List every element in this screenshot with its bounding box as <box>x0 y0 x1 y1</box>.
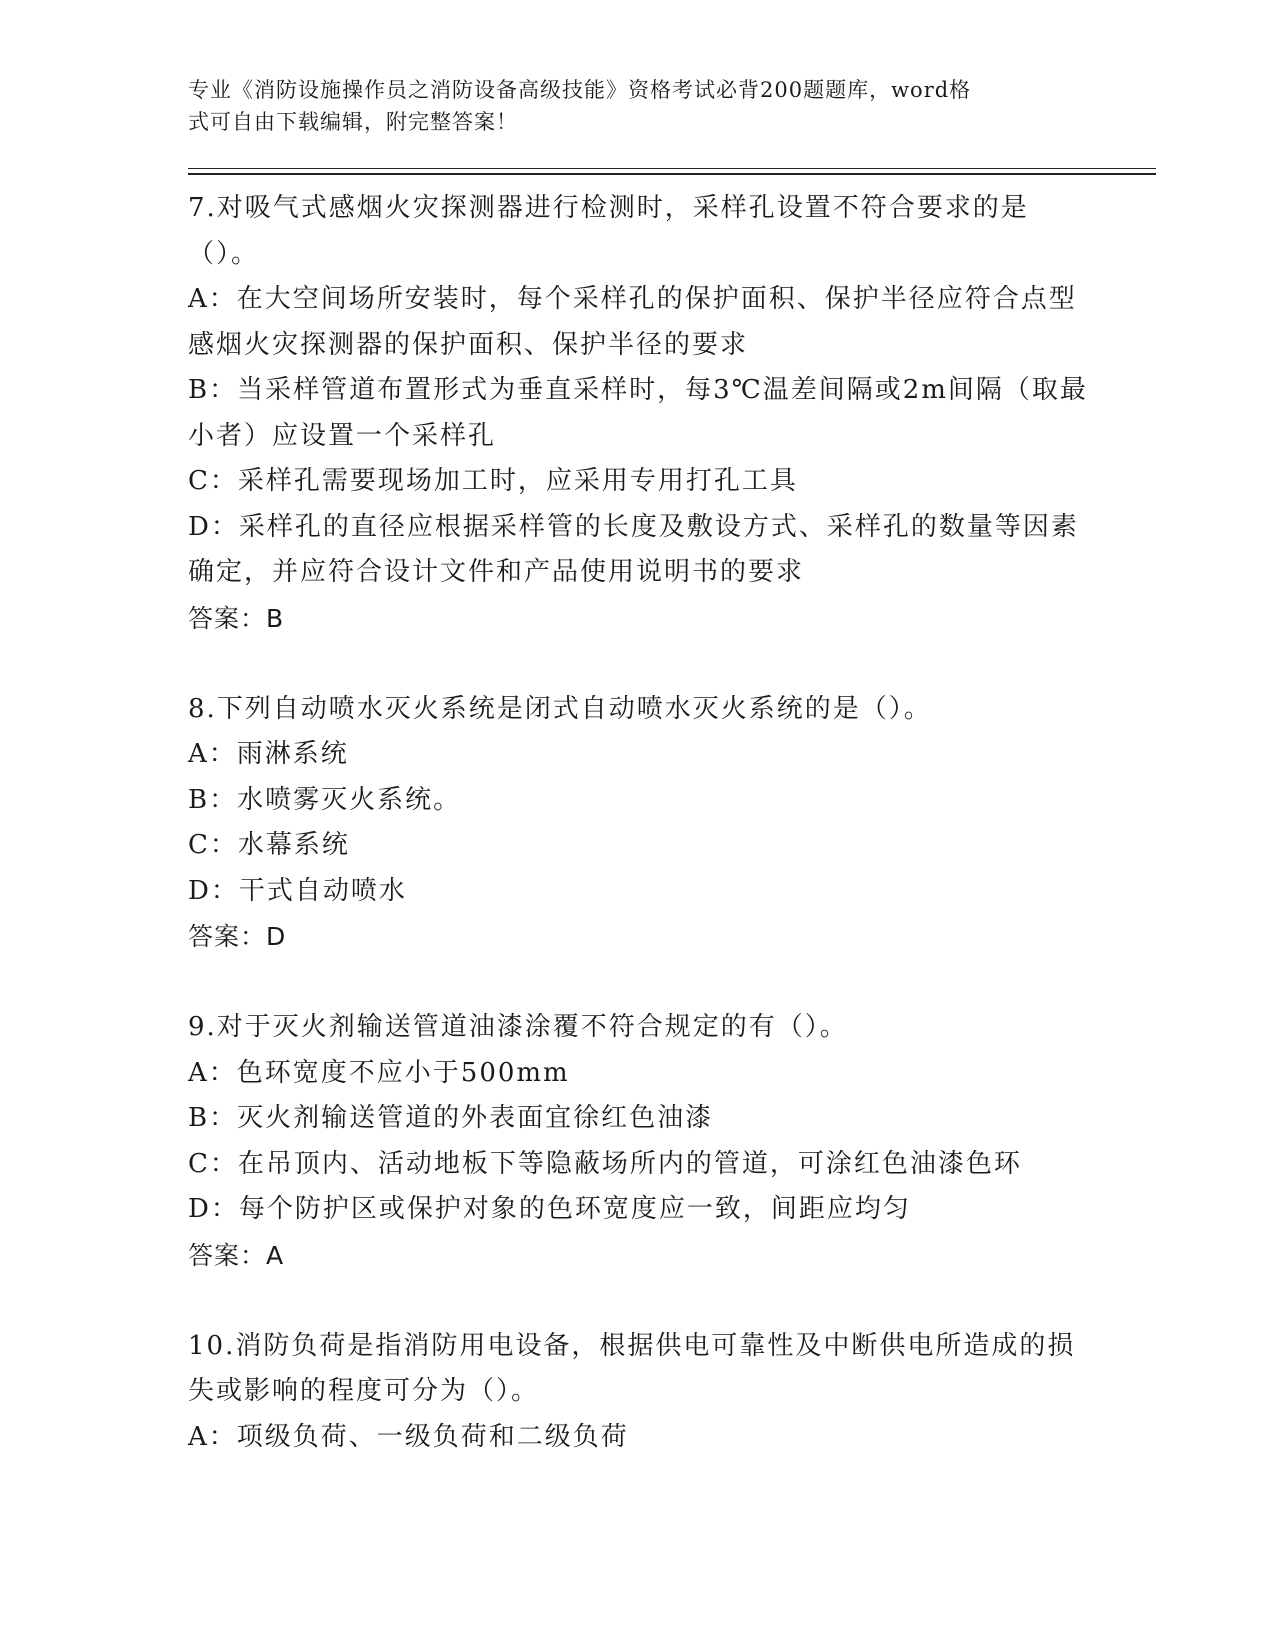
answer-line: 答案：D <box>188 922 287 951</box>
option-d: D：采样孔的直径应根据采样管的长度及敷设方式、采样孔的数量等因素确定，并应符合设计文件和产品使用说明书的要求 <box>188 511 1079 587</box>
question-list <box>188 186 1088 1460</box>
question-10 <box>188 1324 1088 1461</box>
option-d: D：每个防护区或保护对象的色环宽度应一致，间距应均匀 <box>188 1194 911 1224</box>
question-stem: 9.对于灭火剂输送管道油漆涂覆不符合规定的有（）。 <box>188 1012 848 1042</box>
option-b: B：灭火剂输送管道的外表面宜徐红色油漆 <box>188 1103 714 1133</box>
option-a: A：雨淋系统 <box>188 739 349 769</box>
question-8 <box>188 687 1088 960</box>
question-spacer <box>188 641 1088 687</box>
option-b: B：水喷雾灭火系统。 <box>188 784 462 815</box>
question-spacer <box>188 1278 1088 1324</box>
question-stem: 8.下列自动喷水灭火系统是闭式自动喷水灭火系统的是（）。 <box>188 693 932 724</box>
question-9 <box>188 1005 1088 1278</box>
header-divider-thin <box>188 168 1156 169</box>
option-b: B：当采样管道布置形式为垂直采样时，每3℃温差间隔或2m间隔（取最小者）应设置一个采样孔 <box>188 375 1088 451</box>
answer-line: 答案：B <box>188 603 285 633</box>
option-a: A：色环宽度不应小于500mm <box>188 1057 570 1088</box>
question-spacer <box>188 960 1088 1006</box>
answer-line: 答案：A <box>188 1240 285 1270</box>
option-d: D：干式自动喷水 <box>188 875 407 906</box>
option-c: C：采样孔需要现场加工时，应采用专用打孔工具 <box>188 466 798 496</box>
option-a: A：项级负荷、一级负荷和二级负荷 <box>188 1421 629 1452</box>
question-7 <box>188 186 1088 641</box>
question-stem: 7.对吸气式感烟火灾探测器进行检测时，采样孔设置不符合要求的是（）。 <box>188 193 1029 269</box>
option-c: C：在吊顶内、活动地板下等隐蔽场所内的管道，可涂红色油漆色环 <box>188 1148 1022 1179</box>
header-line-2: 式可自由下载编辑，附完整答案！ <box>188 110 518 134</box>
question-stem: 10.消防负荷是指消防用电设备，根据供电可靠性及中断供电所造成的损失或影响的程度可分为（）。 <box>188 1330 1076 1406</box>
header-divider-thick <box>188 173 1156 175</box>
document-header <box>188 74 1068 138</box>
header-line-1: 专业《消防设施操作员之消防设备高级技能》资格考试必背200题题库，word格 <box>188 78 972 102</box>
option-c: C：水幕系统 <box>188 830 350 860</box>
option-a: A：在大空间场所安装时，每个采样孔的保护面积、保护半径应符合点型感烟火灾探测器的保护面积、保护半径的要求 <box>188 284 1077 360</box>
